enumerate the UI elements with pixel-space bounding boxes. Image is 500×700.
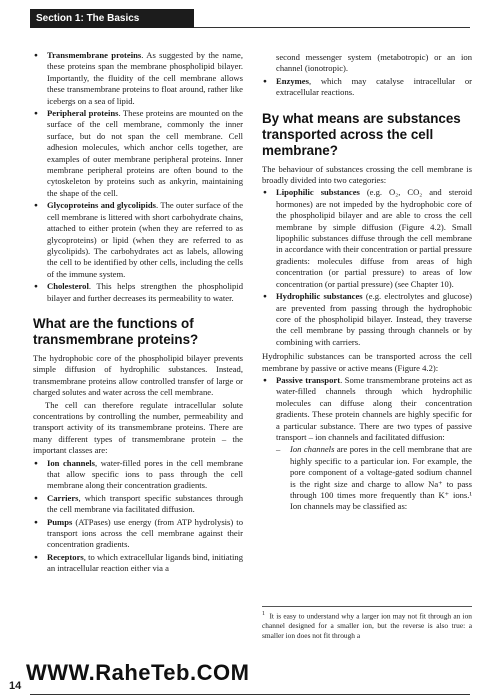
header-rule bbox=[194, 27, 470, 28]
list-item: ● Glycoproteins and glycolipids. The outer surface of the cell membrane is littered with short carbohydrate chains, attached to either protein (when they are referred to as glycoproteins) or lipid (when they are referred to as glycolipids). The carbohydrates act as labels, allowing the cell to be identified by other cells, including the cells of the immune system. bbox=[33, 200, 243, 280]
sub-item: Ion channels are pores in the cell membrane that are highly specific to a particular ion. For example, the pore component of a voltage-gated sodium channel is the right size and charge to allow Na⁺ to pass through 100 times more frequently than K⁺ ions.¹ Ion channels may be classified as: bbox=[290, 444, 473, 512]
list-item: ● Passive transport. Some transmembrane proteins act as water-filled channels through which hydrophilic molecules can diffuse along their concentration gradients. These protein channels are highly specific for a particular substance. There are two types of passive transport – ion channels and facilitated diffusion: – Ion channels are pores in the cell membrane that are highly specific to a particular ion. For example, the pore component of a voltage-gated sodium channel is the right size and charge to allow Na⁺ to pass through 100 times more frequently than K⁺ ions.¹ Ion channels may be classified as: bbox=[262, 375, 472, 513]
list-item: ● Enzymes, which may catalyse intracellular or extracellular reactions. bbox=[262, 76, 472, 99]
list-item: ● Transmembrane proteins. As suggested by the name, these proteins span the membrane phospholipid bilayer. Importantly, the fluidity of the cell membrane allows these transmembrane proteins to float around, rather like icebergs on a sea of lipid. bbox=[33, 50, 243, 107]
paragraph: second messenger system (metabotropic) or an ion channel (ionotropic). bbox=[276, 52, 472, 74]
footnote: $^1$ It is easy to understand why a larger ion may not fit through an ion channel designed for a smaller ion, but the reverse is also true: a smaller ion does not fit through a bbox=[262, 611, 472, 640]
paragraph: The behaviour of substances crossing the cell membrane is broadly divided into two categories: bbox=[262, 163, 472, 186]
transport-list bbox=[262, 375, 472, 513]
paragraph: The cell can therefore regulate intracellular solute concentrations by controlling the number, permeability and transport activity of its transmembrane proteins. There are many different types of transmembrane protein – the important classes are: bbox=[33, 399, 243, 456]
sub-list bbox=[276, 444, 472, 512]
paragraph: The hydrophobic core of the phospholipid bilayer prevents simple diffusion of hydrophilic substances. Instead, transmembrane proteins allow controlled transfer of large or charged solutes and water across the cell membrane. bbox=[33, 352, 243, 398]
footnote-rule bbox=[262, 606, 472, 607]
left-column bbox=[33, 50, 243, 576]
section-heading: By what means are substances transported across the cell membrane? bbox=[262, 110, 461, 158]
list-item: ● Hydrophilic substances (e.g. electrolytes and glucose) are prevented from passing through the hydrophobic core of the phospholipid bilayer. Instead, they traverse the cell membrane by passing through channels or by combining with carriers. bbox=[262, 291, 472, 348]
dash-marker: – bbox=[276, 444, 281, 455]
list-item: ● Carriers, which transport specific substances through the cell membrane via facilitated diffusion. bbox=[33, 493, 243, 516]
paragraph: Hydrophilic substances can be transported across the cell membrane by passive or active means (Figure 4.2): bbox=[262, 351, 472, 373]
section-header: Section 1: The Basics bbox=[30, 9, 194, 28]
watermark: WWW.RaheTeb.COM bbox=[26, 660, 250, 685]
list-item: ● Receptors, to which extracellular ligands bind, initiating an intracellular reaction either via a bbox=[33, 552, 243, 575]
section-heading: What are the functions of transmembrane proteins? bbox=[33, 315, 199, 347]
page-number: 14 bbox=[9, 680, 22, 692]
list-item: ● Lipophilic substances (e.g. O₂, CO₂ and steroid hormones) are not impeded by the hydrophobic core of the phospholipid bilayer and are able to cross the cell membrane by simple diffusion (Figure 4.2). Small lipophilic substances diffuse through the cell membrane in accordance with their concentration or partial pressure gradients: molecules diffuse from areas of high concentration (or partial pressure) to areas of low concentration (or partial pressure) (see Chapter 10). bbox=[262, 187, 472, 290]
membrane-components-list bbox=[33, 50, 243, 304]
list-item: ● Peripheral proteins. These proteins are mounted on the surface of the cell membrane, commonly the inner surface, but do not span the cell membrane. Cell adhesion molecules, which anchor cells together, are examples of outer membrane peripheral proteins. Inner membrane peripheral proteins are often bound to the cytoskeleton by proteins such as ankyrin, maintaining the shape of the cell. bbox=[33, 108, 243, 199]
bottom-rule bbox=[30, 694, 470, 695]
enzymes-list bbox=[262, 76, 472, 99]
list-item: ● Pumps (ATPases) use energy (from ATP hydrolysis) to transport ions across the cell membrane against their concentration gradients. bbox=[33, 517, 243, 551]
right-column bbox=[262, 52, 472, 514]
protein-types-list bbox=[33, 458, 243, 575]
substance-categories-list bbox=[262, 187, 472, 348]
list-item: ● Ion channels, water-filled pores in the cell membrane that allow specific ions to pass through the cell membrane along their concentration gradients. bbox=[33, 458, 243, 492]
list-item: ● Cholesterol. This helps strengthen the phospholipid bilayer and further decreases its permeability to water. bbox=[33, 281, 243, 304]
